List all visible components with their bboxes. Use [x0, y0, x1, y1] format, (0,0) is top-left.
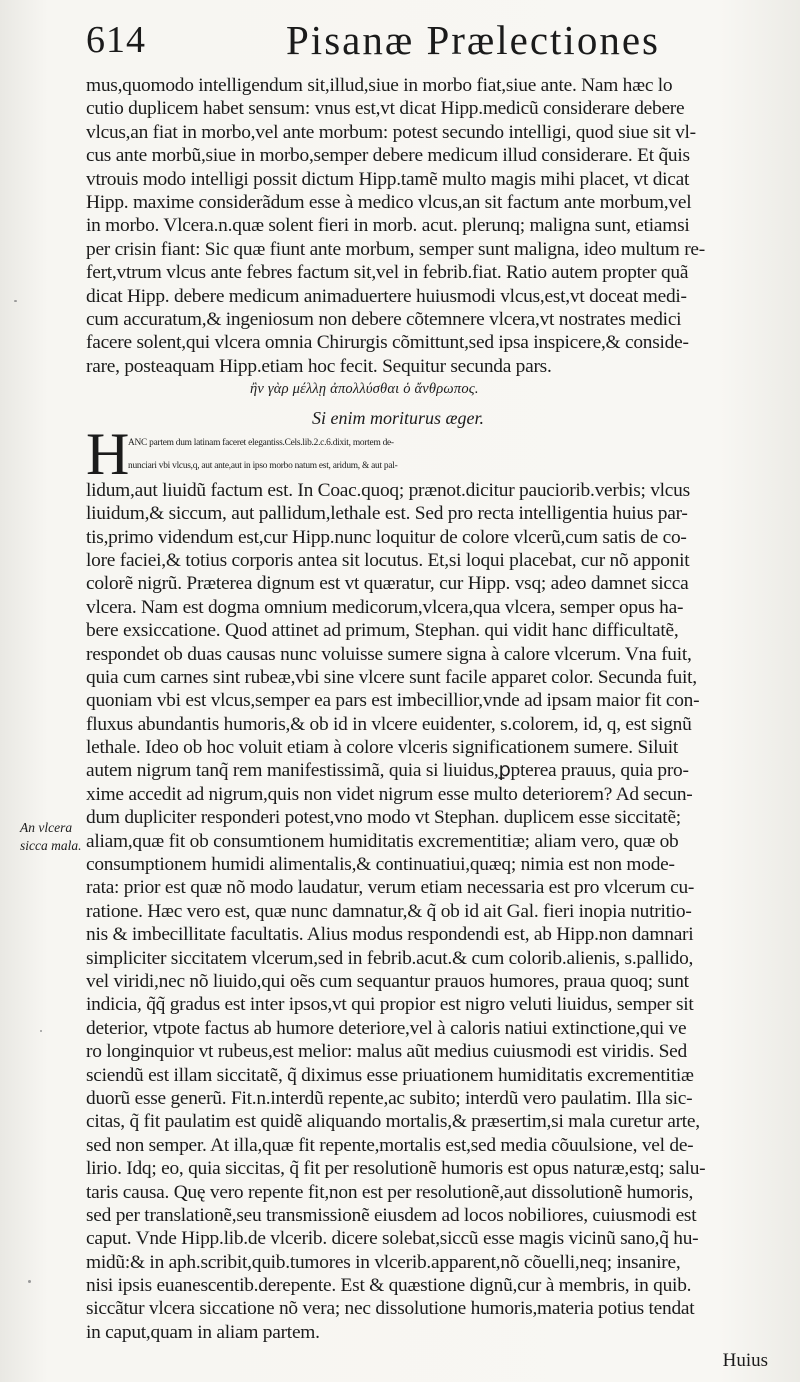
- text-line: facere solent,qui vlcera omnia Chirurgis cõmittunt,sed ipsa inspicere,& conside-: [86, 332, 689, 354]
- text-line: lethale. Ideo ob hoc voluit etiam à colore vlceris significationem sumere. Siluit: [86, 737, 678, 759]
- paper-speck: [28, 1280, 31, 1283]
- text-line: cutio duplicem habet sensum: vnus est,vt dicat Hipp.medicũ considerare debere: [86, 98, 685, 120]
- text-line: simpliciter siccitatem vlcerum,sed in febrib.acut.& cum colorib.alienis, s.pallido,: [86, 947, 694, 969]
- text-line: consumptionem humidi alimentalis,& continuatiui,quæq; nimia est non mode-: [86, 854, 675, 876]
- text-line: cus ante morbũ,siue in morbo,semper debere medicum illud considerare. Et q̃uis: [86, 145, 690, 167]
- text-line: ro longinquior vt rubeus,est melior: malus aũt medius cuiusmodi est viridis. Sed: [86, 1041, 687, 1063]
- text-line: sed non semper. At illa,quæ fit repente,mortalis est,sed media cõuulsione, vel de-: [86, 1134, 694, 1156]
- text-line: nis & imbecillitate facultatis. Alius modus respondendi est, ab Hipp.non damnari: [86, 924, 694, 946]
- text-line: rare, posteaquam Hipp.etiam hoc fecit. Sequitur secunda pars.: [86, 355, 552, 377]
- text-line: autem nigrum tanq̃ rem manifestissimã, quia si liuidus,ꝑpterea prauus, quia pro-: [86, 760, 689, 782]
- text-line: caput. Vnde Hipp.lib.de vlcerib. dicere solebat,siccũ esse magis vicinũ sano,q̃ hu-: [86, 1228, 699, 1250]
- text-line: fluxus abundantis humoris,& ob id in vlcere euidenter, s.colorem, id, q, est signũ: [86, 713, 692, 735]
- text-line: mus,quomodo intelligendum sit,illud,siue in morbo fiat,siue ante. Nam hæc lo: [86, 75, 673, 96]
- running-title: Pisanæ Prælectiones: [286, 17, 660, 63]
- text-line: dicat Hipp. debere medicum animaduertere huiusmodi vlcus,est,vt doceat medi-: [86, 285, 687, 307]
- text-line: ANC partem dum latinam faceret elegantiss.Cels.lib.2.c.6.dixit, mortem de-: [128, 438, 394, 448]
- text-line: bere exsiccatione. Quod attinet ad primum, Stephan. qui vidit hanc difficultatẽ,: [86, 620, 679, 642]
- page-number: 614: [86, 19, 146, 61]
- margin-note-line: sicca mala.: [20, 838, 82, 853]
- text-line: quoniam vbi est vlcus,semper ea pars est imbecillior,vnde ad ipsam maior fit con-: [86, 690, 700, 712]
- latin-lemma: Si enim moriturus æger.: [312, 408, 485, 428]
- text-line: in caput,quam in aliam partem.: [86, 1321, 320, 1343]
- text-line: dum dupliciter responderi potest,vno modo vt Stephan. duplicem esse siccitatẽ;: [86, 807, 681, 829]
- text-line: vlcera. Nam est dogma omnium medicorum,vlcera,qua vlcera, semper opus ha-: [86, 596, 684, 618]
- text-line: siccãtur vlcera siccatione nõ vera; nec dissolutione humoris,materia potius tendat: [86, 1298, 695, 1320]
- margin-note: [20, 819, 82, 855]
- text-line: aliam,quæ fit ob consumtionem humiditatis excrementitiæ; aliam vero, quæ ob: [86, 830, 679, 852]
- text-line: vel viridi,nec nõ liuido,qui oẽs cum sequantur prauos humores, praua quoq; sunt: [86, 970, 689, 992]
- text-line: taris causa. Quę vero repente fit,non est per resolutionẽ,aut dissolutionẽ humoris,: [86, 1181, 694, 1203]
- text-line: rata: prior est quæ nõ modo laudatur, verum etiam necessaria est pro vlcerum cu-: [86, 877, 695, 899]
- paper-speck: [40, 1030, 42, 1032]
- text-line: tis,primo videndum est,cur Hipp.nunc loquitur de colore vlcerũ,cum satis de co-: [86, 526, 687, 548]
- margin-note-line: An vlcera: [20, 820, 73, 835]
- text-line: ratione. Hæc vero est, quæ nunc damnatur,& q̃ ob id ait Gal. fieri inopia nutritio-: [86, 900, 692, 922]
- text-line: in morbo. Vlcera.n.quæ solent fieri in morb. acut. plerunq; maligna sunt, etiamsi: [86, 215, 690, 237]
- text-line: cum accuratum,& ingeniosum non debere cõtemnere vlcera,vt nostrates medici: [86, 308, 682, 330]
- text-line: sciendũ est illam siccitatẽ, q̃ diximus esse priuationem humiditatis excrementitiæ: [86, 1064, 694, 1086]
- text-line: colorẽ nigrũ. Præterea dignum est vt quæratur, cur Hipp. vsq; adeo damnet sicca: [86, 573, 689, 595]
- text-line: deterior, vtpote factus ab humore deteriore,vel à caloris natiui extinctione,qui ve: [86, 1017, 687, 1039]
- text-line: Hipp. maxime considerãdum esse à medico vlcus,an sit factum ante morbum,vel: [86, 191, 692, 213]
- text-line: fert,vtrum vlcus ante febres factum sit,vel in febrib.fiat. Ratio autem propter quã: [86, 262, 689, 284]
- commentary-paragraph: [86, 421, 776, 1344]
- text-line: per crisin fiant: Sic quæ fiunt ante morbum, semper sunt maligna, ideo multum re-: [86, 238, 705, 260]
- paper-speck: [14, 300, 17, 302]
- text-line: vlcus,an fiat in morbo,vel ante morbum: potest secundo intelligi, quod siue sit vl-: [86, 121, 696, 143]
- drop-cap: H: [86, 421, 130, 487]
- text-line: nunciari vbi vlcus,q, aut ante,aut in ipso morbo natum est, aridum, & aut pal-: [128, 461, 398, 472]
- text-line: xime accedit ad nigrum,quis non videt nigrum esse multo deteriorem? Ad secun-: [86, 783, 693, 805]
- text-line: indicia, q̃q̃ gradus est inter ipsos,vt qui propior est nigro veluti liuidus, semper sit: [86, 994, 694, 1016]
- text-line: respondet ob duas causas nunc voluisse sumere signa à calore vlcerum. Vna fuit,: [86, 643, 692, 665]
- page-header: [86, 14, 776, 70]
- text-line: liuidum,& siccum, aut pallidum,lethale est. Sed pro recta intelligentia huius par-: [86, 503, 688, 525]
- text-line: sed per translationẽ,seu transmissionẽ eiusdem ad locos nobiliores, cuiusmodi est: [86, 1204, 697, 1226]
- text-line: lidum,aut liuidũ factum est. In Coac.quoq; prænot.dicitur pauciorib.verbis; vlcus: [86, 479, 690, 501]
- text-line: duorũ esse generũ. Fit.n.interdũ repente,ac subito; interdũ vero paulatim. Illa sic-: [86, 1087, 693, 1109]
- text-line: vtrouis modo intelligi possit dictum Hipp.tamẽ multo magis mihi placet, vt dicat: [86, 168, 690, 190]
- paragraph-continued: [86, 74, 766, 378]
- text-line: nisi ipsis euanescentib.derepente. Est & quæstione dignũ,cur à membris, in quib.: [86, 1275, 692, 1297]
- greek-lemma: ἢν γὰρ μέλλῃ ἀπολλύσθαι ὁ ἄνθρωπος.: [250, 381, 479, 397]
- text-line: midũ:& in aph.scribit,quib.tumores in vlcerib.apparent,nõ cõuelli,neq; insanire,: [86, 1251, 681, 1273]
- text-line: citas, q̃ fit paulatim est quidẽ aliquando mortalis,& præsertim,si mala curetur arte,: [86, 1111, 700, 1133]
- text-line: lirio. Idq; eo, quia siccitas, q̃ fit per resolutionẽ humoris est opus naturæ,estq; salu-: [86, 1158, 706, 1180]
- text-line: quia cum carnes sint rubeæ,vbi sine vlcere sunt facile apparet color. Secunda fuit,: [86, 666, 697, 688]
- catchword: Huius: [722, 1350, 768, 1371]
- text-line: lore faciei,& totius corporis antea sit locutus. Et,si loqui placebat, cur nõ apponit: [86, 549, 690, 571]
